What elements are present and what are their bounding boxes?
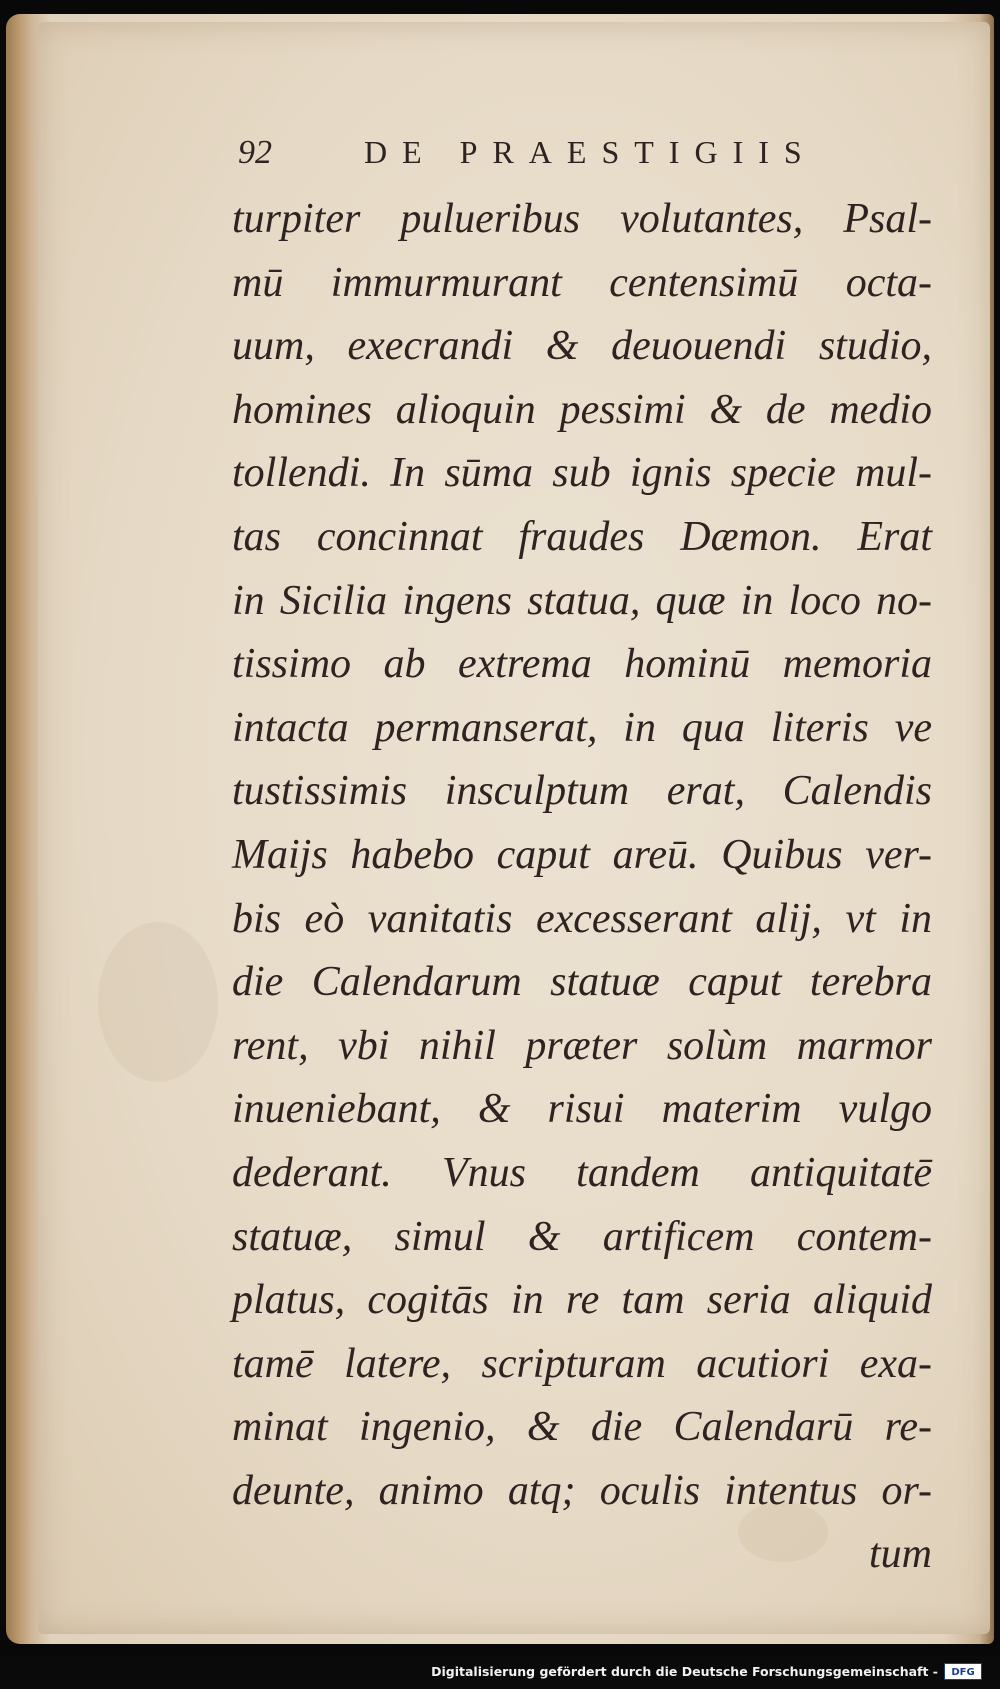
text-line: tustissimis insculptum erat, Calendis	[232, 768, 932, 815]
text-line: homines alioquin pessimi & de medio	[232, 386, 932, 433]
text-line: die Calendarum statuæ caput terebra	[232, 959, 932, 1006]
funding-credit: Digitalisierung gefördert durch die Deutsche Forschungsgemeinschaft -	[431, 1664, 938, 1679]
running-title: DE PRAESTIGIIS	[364, 134, 817, 170]
text-line: inueniebant, & risui materim vulgo	[232, 1086, 932, 1133]
text-line: tas concinnat fraudes Dæmon. Erat	[232, 513, 932, 560]
text-line: tissimo ab extrema hominū memoria	[232, 641, 932, 688]
text-line: rent, vbi nihil præter solùm marmor	[232, 1022, 932, 1069]
text-line: Maijs habebo caput areū. Quibus ver-	[232, 831, 932, 878]
text-line: intacta permanserat, in qua literis ve	[232, 704, 932, 751]
text-line: mū immurmurant centensimū octa-	[232, 259, 932, 306]
digitization-footer	[0, 1655, 1000, 1689]
dfg-logo-icon: DFG	[944, 1663, 982, 1680]
paper-stain	[98, 922, 218, 1082]
text-line: platus, cogitās in re tam seria aliquid	[232, 1277, 932, 1324]
text-line: statuæ, simul & artificem contem-	[232, 1213, 932, 1260]
catchword: tum	[869, 1531, 932, 1578]
text-line: deunte, animo atq; oculis intentus or-	[232, 1467, 932, 1514]
running-head	[238, 128, 838, 184]
text-line: tollendi. In sūma sub ignis specie mul-	[232, 450, 932, 497]
text-line: turpiter pulueribus volutantes, Psal-	[232, 196, 932, 242]
text-line: dederant. Vnus tandem antiquitatē	[232, 1149, 932, 1196]
text-block	[232, 188, 932, 1587]
text-line: in Sicilia ingens statua, quæ in loco no-	[232, 577, 932, 624]
text-line: uum, execrandi & deuouendi studio,	[232, 323, 932, 370]
text-line: tamē latere, scripturam acutiori exa-	[232, 1340, 932, 1387]
text-line: bis eò vanitatis excesserant alij, vt in	[232, 895, 932, 942]
page-number: 92	[238, 134, 272, 171]
text-line: minat ingenio, & die Calendarū re-	[232, 1404, 932, 1451]
